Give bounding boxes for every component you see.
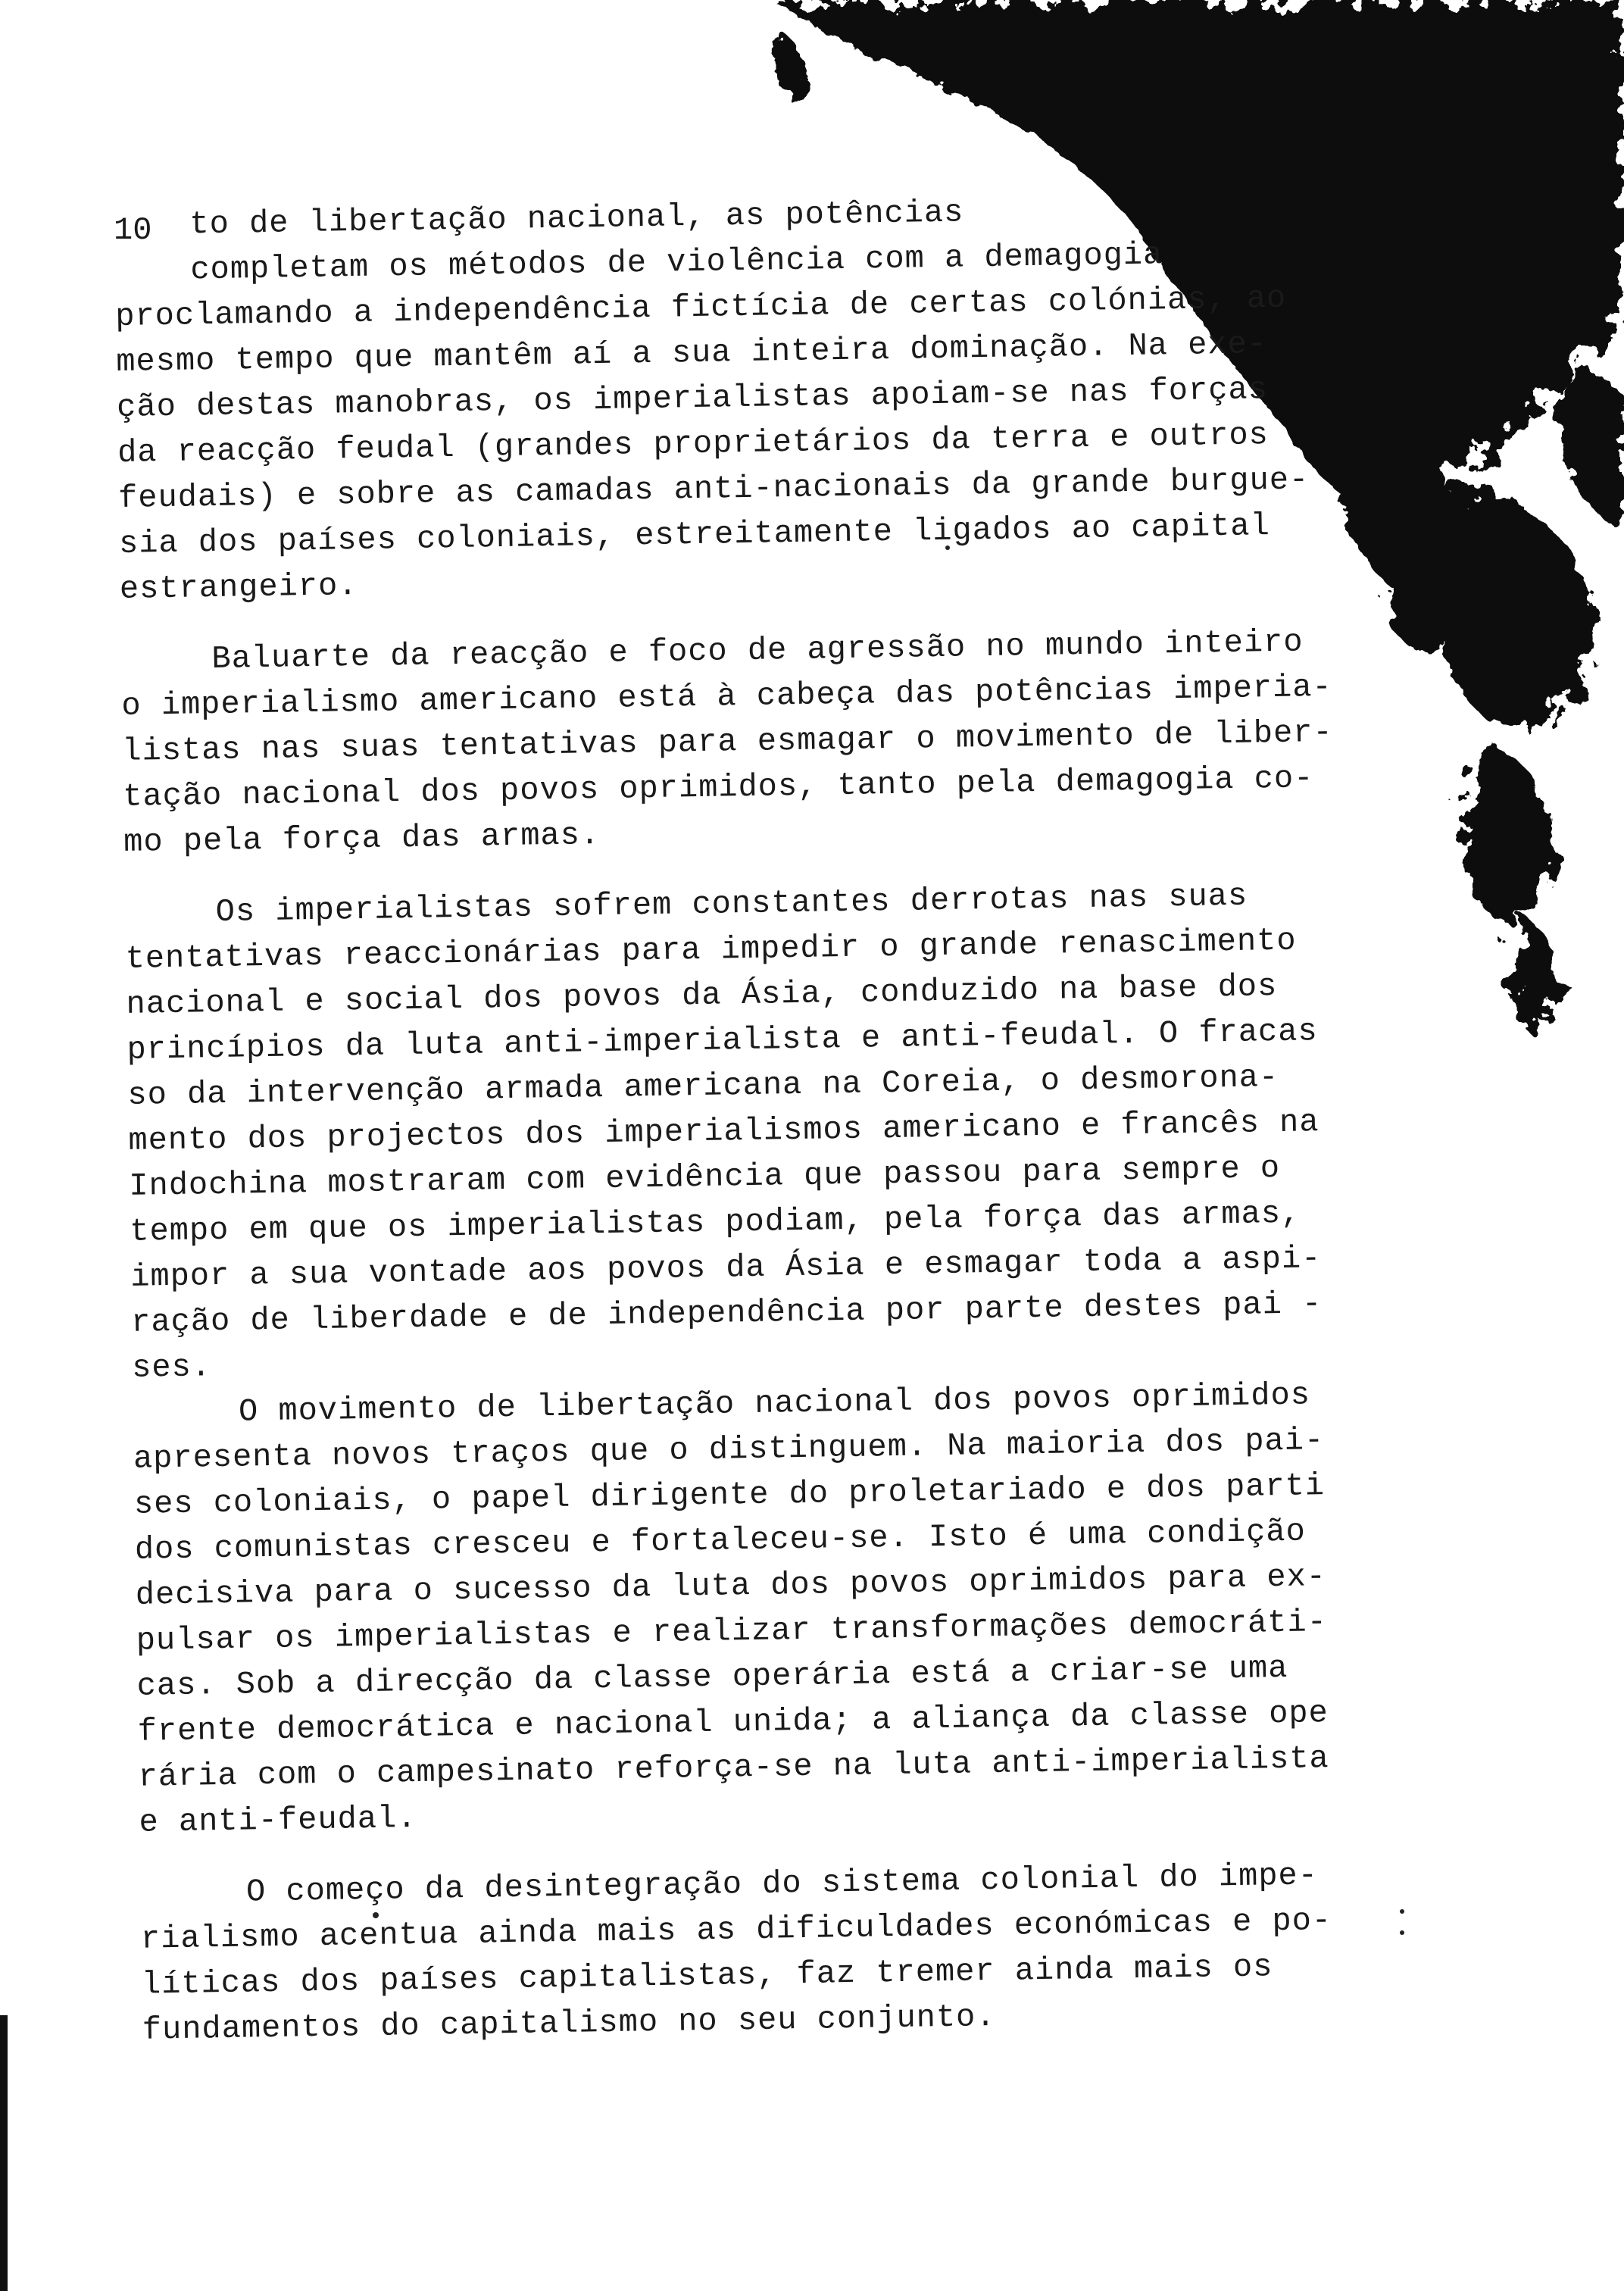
text-line: proclamando a independência fictícia de certas colónias, ao [114, 280, 1287, 335]
text-line: ção destas manobras, os imperialistas apoiam-se nas forças [116, 371, 1269, 426]
paragraph-4 [133, 1371, 1366, 1845]
text-line: O começo da desintegração do sistema colonial do impe- [245, 1857, 1319, 1911]
body-text [114, 184, 1369, 2053]
text-line: listas nas suas tentativas para esmagar o movimento de liber- [121, 714, 1334, 770]
speck [1400, 1909, 1404, 1914]
text-line: da reacção feudal (grandes proprietários da terra e outros [117, 417, 1270, 471]
text-line: rária com o campesinato reforça-se na luta anti-imperialista [138, 1740, 1330, 1796]
text-line: sia dos países coloniais, estreitamente ligados ao capital [118, 508, 1271, 562]
text-line: to de libertação nacional, as potências [189, 194, 964, 243]
text-line: tentativas reaccionárias para impedir o grande renascimento [125, 922, 1297, 977]
text-line: feudais) e sobre as camadas anti-nacionais da grande burgue- [117, 461, 1310, 517]
text-line: rialismo acentua ainda mais as dificuldades económicas e po- [140, 1902, 1332, 1958]
text-line: completam os métodos de violência com a demagogia [190, 236, 1163, 289]
text-line: fundamentos do capitalismo no seu conjunto. [142, 1999, 996, 2049]
text-line: nacional e social dos povos da Ásia, conduzido na base dos [126, 967, 1278, 1023]
speck [1400, 1930, 1404, 1935]
text-line: ses coloniais, o papel dirigente do proletariado e dos parti [133, 1467, 1326, 1523]
text-line: ses. [131, 1349, 212, 1386]
text-line: cas. Sob a direcção da classe operária está a criar-se uma [136, 1649, 1288, 1705]
paragraph-2 [120, 618, 1351, 864]
text-line: frente democrática e nacional unida; a aliança da classe ope [137, 1695, 1329, 1750]
text-line: tempo em que os imperialistas podiam, pela força das armas, [129, 1195, 1301, 1250]
text-line: e anti-feudal. [139, 1799, 417, 1841]
text-line: Os imperialistas sofrem constantes derrotas nas suas [215, 877, 1248, 930]
text-line: o imperialismo americano está à cabeça das potências imperia- [121, 668, 1333, 724]
paragraph-5 [140, 1852, 1370, 2052]
text-line: so da intervenção armada americana na Coreia, o desmorona- [127, 1058, 1279, 1114]
text-line: mento dos projectos dos imperialismos americano e francês na [128, 1104, 1320, 1159]
text-line: estrangeiro. [119, 567, 358, 608]
paragraph-3 [124, 871, 1359, 1390]
text-line: O movimento de libertação nacional dos povos oprimidos [238, 1377, 1311, 1430]
text-line: líticas dos países capitalistas, faz tremer ainda mais os [141, 1949, 1273, 2003]
page-number: 10 [114, 212, 152, 248]
text-line: tação nacional dos povos oprimidos, tanto pela demagogia co- [122, 760, 1314, 815]
text-line: Indochina mostraram com evidência que passou para sempre o [129, 1149, 1281, 1205]
text-line: dos comunistas cresceu e fortaleceu-se. Isto é uma condição [134, 1513, 1307, 1568]
text-line: pulsar os imperialistas e realizar transformações democráti- [136, 1604, 1328, 1659]
text-line: princípios da luta anti-imperialista e anti-feudal. O fracas [126, 1013, 1318, 1068]
scan-edge-bar [0, 2015, 8, 2291]
text-line: Baluarte da reacção e foco de agressão no mundo inteiro [211, 624, 1304, 678]
text-line: ração de liberdade e de independência por parte destes pai - [130, 1286, 1323, 1341]
text-line: impor a sua vontade aos povos da Ásia e esmagar toda a aspi- [130, 1240, 1322, 1296]
text-line: apresenta novos traços que o distinguem. Na maioria dos pai- [133, 1422, 1325, 1477]
text-line: mo pela força das armas. [123, 817, 601, 861]
text-line: mesmo tempo que mantêm aí a sua inteira dominação. Na exe- [115, 326, 1268, 380]
text-line: decisiva para o sucesso da luta dos povos oprimidos para ex- [135, 1558, 1327, 1614]
paragraph-1 [114, 184, 1347, 612]
